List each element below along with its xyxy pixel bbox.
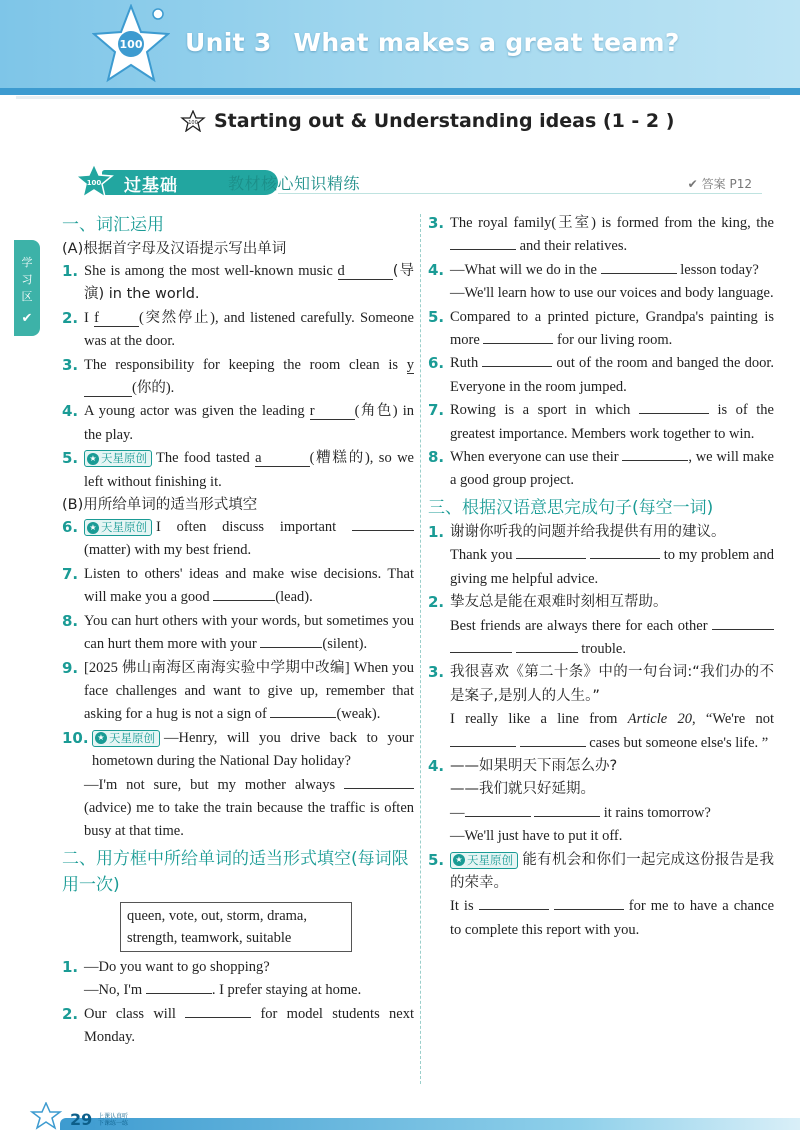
answer-blank[interactable]: f (94, 310, 139, 327)
question-number: 3. (428, 663, 445, 682)
original-badge: ★ 天星原创 (450, 852, 518, 869)
question-item: 7. Listen to others' ideas and make wise decisions. That will make you a good (lead). (62, 563, 414, 610)
answer-blank[interactable] (520, 732, 586, 747)
question-number: 1. (62, 957, 79, 976)
question-item: 2. 挚友总是能在艰难时刻相互帮助。 (428, 591, 774, 614)
answer-blank[interactable]: d (338, 263, 393, 280)
footer-bar (60, 1118, 800, 1130)
footer-brand: 上课认真听 下课练一练 (98, 1113, 129, 1127)
unit-number: Unit 3 (185, 28, 272, 57)
star-icon: ★ (87, 522, 99, 534)
unit-name: What makes a great team? (293, 28, 680, 57)
question-number: 4. (428, 756, 445, 775)
answer-blank[interactable] (270, 703, 336, 718)
section-1b-instruction: (B)用所给单词的适当形式填空 (62, 497, 258, 514)
answer-blank[interactable] (213, 586, 275, 601)
answer-blank[interactable]: y (84, 357, 414, 397)
unit-title (185, 28, 680, 57)
question-item: 4. —What will we do in the lesson today? (428, 259, 774, 282)
section-3-title: 三、根据汉语意思完成句子(每空一词) (428, 497, 714, 518)
side-tab-char: 学 (21, 256, 33, 269)
question-line: —I'm not sure, but my mother always (advice) me to take the train because the traffic is often busy at that time. (62, 774, 414, 844)
question-item: 3. The responsibility for keeping the room clean is y(你的). (62, 354, 414, 401)
answer-blank[interactable] (601, 259, 677, 274)
answer-blank[interactable] (483, 329, 553, 344)
question-line: Best friends are always there for each other trouble. (428, 615, 774, 662)
answer-page: 答案 P12 (701, 177, 752, 191)
answer-blank[interactable] (450, 732, 516, 747)
answer-blank[interactable] (450, 235, 516, 250)
question-number: 7. (62, 564, 79, 583)
question-number: 5. (428, 307, 445, 326)
side-tab-char: 区 (21, 290, 33, 303)
right-column (428, 212, 774, 942)
section-1a-instruction: (A)根据首字母及汉语提示写出单词 (62, 241, 287, 257)
answer-blank[interactable]: r (310, 403, 355, 420)
answer-blank[interactable] (450, 638, 512, 653)
answer-blank[interactable] (622, 446, 688, 461)
question-number: 3. (428, 214, 445, 232)
answer-blank[interactable] (465, 802, 531, 817)
star-icon: ★ (87, 453, 99, 465)
question-line: — it rains tomorrow? (428, 802, 774, 825)
tab-underline (278, 193, 762, 194)
side-tab-char: 习 (21, 273, 33, 286)
question-item: 2. I f (突然停止), and listened carefully. Someone was at the door. (62, 307, 414, 354)
answer-blank[interactable] (534, 802, 600, 817)
question-number: 5. (428, 850, 445, 869)
question-number: 10. (62, 728, 89, 747)
tab-label: 过基础 (124, 176, 178, 196)
answer-blank[interactable] (479, 895, 549, 910)
word-box: queen, vote, out, storm, drama, strength, teamwork, suitable (120, 902, 352, 952)
section-1-title: 一、词汇运用 (62, 215, 164, 235)
answer-blank[interactable] (516, 544, 586, 559)
question-number: 6. (62, 518, 79, 537)
answer-blank[interactable] (712, 615, 774, 630)
question-item: 5. ★ 天星原创 能有机会和你们一起完成这份报告是我的荣幸。 (428, 849, 774, 896)
question-number: 1. (62, 262, 79, 280)
check-icon: ✔ (21, 311, 33, 326)
question-item: 4. A young actor was given the leading r (角色) in the play. (62, 400, 414, 447)
answer-blank[interactable] (516, 638, 578, 653)
check-icon: ✔ (687, 176, 698, 191)
question-line: It is for me to have a chance to complete this report with you. (428, 895, 774, 942)
question-line: ——我们就只好延期。 (450, 781, 595, 798)
question-item: 1. 谢谢你听我的问题并给我提供有用的建议。 (428, 521, 774, 544)
question-number: 2. (62, 308, 79, 327)
question-item: 9. [2025 佛山南海区南海实验中学期中改编] When you face challenges and want to give up, remember that asking for a hug is not a sign of (weak). (62, 657, 414, 727)
question-number: 4. (428, 260, 445, 279)
section-heading (180, 110, 674, 132)
star-icon: ★ (453, 854, 465, 866)
question-item: 7. Rowing is a sport in which is of the greatest importance. Members work together to win. (428, 399, 774, 446)
question-line: I really like a line from Article 20, “We're not cases but someone else's life. ” (450, 711, 774, 751)
tab-bar (72, 165, 762, 198)
side-tab (14, 240, 40, 336)
page-number: 29 (70, 1110, 93, 1129)
question-line: Thank you to my problem and giving me helpful advice. (428, 544, 774, 591)
answer-blank[interactable] (344, 774, 414, 789)
question-number: 2. (428, 593, 445, 612)
star-icon: ★ (95, 732, 107, 744)
question-number: 1. (428, 522, 445, 541)
question-number: 5. (62, 449, 79, 468)
question-line: —We'll learn how to use our voices and body language. (450, 285, 774, 302)
question-number: 3. (62, 355, 79, 374)
answer-blank[interactable] (352, 516, 414, 531)
question-item: 4. ——如果明天下雨怎么办? (428, 755, 774, 778)
question-item: 10. ★ 天星原创 —Henry, will you drive back to your hometown during the National Day holiday? (62, 727, 414, 774)
question-item: 1. She is among the most well-known music d (导演) in the world. (62, 260, 414, 307)
original-badge: ★ 天星原创 (92, 730, 160, 747)
header-stripe (0, 88, 800, 95)
question-line: —No, I'm . I prefer staying at home. (62, 979, 414, 1002)
answer-blank[interactable] (639, 399, 709, 414)
question-item: 1. —Do you want to go shopping? (62, 956, 414, 979)
question-item: 3. The royal family(王室) is formed from the king, the and their relatives. (428, 212, 774, 259)
header-divider (16, 96, 770, 99)
section-2-title: 二、用方框中所给单词的适当形式填空(每词限用一次) (62, 848, 409, 895)
question-number: 8. (62, 611, 79, 630)
star-badge-icon (180, 110, 206, 132)
answer-blank[interactable] (260, 633, 322, 648)
answer-blank[interactable]: a (255, 450, 309, 467)
answer-reference (688, 175, 752, 192)
svg-text:100: 100 (188, 120, 198, 126)
question-item: 6. Ruth out of the room and banged the door. Everyone in the room jumped. (428, 352, 774, 399)
question-item: 8. When everyone can use their , we will make a good group project. (428, 446, 774, 493)
question-item: 3. 我很喜欢《第二十条》中的一句台词:“我们办的不是案子,是别人的人生。” (428, 661, 774, 708)
question-item: 8. You can hurt others with your words, but sometimes you can hurt them more with your (silent). (62, 610, 414, 657)
question-number: 4. (62, 402, 79, 421)
svg-text:100: 100 (86, 179, 102, 187)
question-number: 2. (62, 1004, 79, 1023)
question-number: 6. (428, 354, 445, 373)
star-tab-icon (72, 163, 116, 199)
tab-description: 教材核心知识精练 (228, 174, 361, 193)
answer-blank[interactable] (146, 979, 212, 994)
answer-blank[interactable] (185, 1003, 251, 1018)
left-column (62, 212, 414, 1049)
star-mascot-icon (92, 4, 170, 86)
answer-blank[interactable] (482, 352, 552, 367)
question-line: —We'll just have to put it off. (450, 828, 623, 845)
question-item: 6. ★ 天星原创 I often discuss important (matter) with my best friend. (62, 516, 414, 563)
answer-blank[interactable] (590, 544, 660, 559)
footer (0, 1100, 800, 1130)
original-badge: ★ 天星原创 (84, 450, 152, 467)
column-divider (420, 214, 421, 1084)
question-number: 7. (428, 401, 445, 420)
question-item: 5. ★ 天星原创 The food tasted a (糟糕的), so we left without finishing it. (62, 447, 414, 494)
question-item: 2. Our class will for model students next Monday. (62, 1003, 414, 1050)
svg-text:100: 100 (119, 38, 143, 51)
star-mascot-icon (28, 1102, 68, 1130)
original-badge: ★ 天星原创 (84, 519, 152, 536)
answer-blank[interactable] (554, 895, 624, 910)
section-title: Starting out & Understanding ideas (1 - 2 ) (214, 110, 675, 132)
question-item: 5. Compared to a printed picture, Grandpa's painting is more for our living room. (428, 306, 774, 353)
question-number: 9. (62, 658, 79, 677)
question-number: 8. (428, 448, 445, 467)
